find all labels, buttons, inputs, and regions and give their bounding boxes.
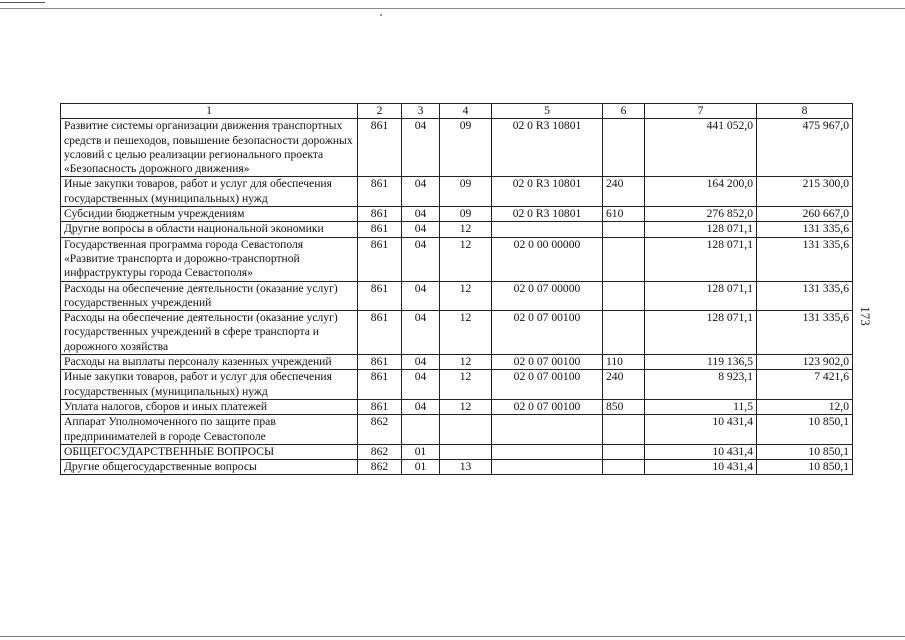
- row-amount-year1-cell: 128 071,1: [645, 311, 757, 355]
- row-subsection-cell: 12: [440, 311, 492, 355]
- row-target-article-cell: [492, 444, 603, 459]
- header-row: [61, 104, 853, 119]
- row-subsection-cell: 09: [440, 119, 492, 177]
- row-amount-year2-cell: 10 850,1: [757, 444, 853, 459]
- row-expense-type-cell: [603, 444, 645, 459]
- table-row: [61, 370, 853, 400]
- row-section-cell: 04: [402, 355, 440, 370]
- row-section-cell: 04: [402, 222, 440, 237]
- row-ministry-code-cell: 861: [358, 119, 402, 177]
- row-ministry-code-cell: 862: [358, 415, 402, 445]
- table-row: [61, 415, 853, 445]
- row-section-cell: 01: [402, 460, 440, 475]
- row-section-cell: 04: [402, 311, 440, 355]
- row-subsection-cell: 12: [440, 399, 492, 414]
- row-amount-year2-cell: 215 300,0: [757, 177, 853, 207]
- row-name-cell: Уплата налогов, сборов и иных платежей: [61, 399, 358, 414]
- row-amount-year1-cell: 276 852,0: [645, 207, 757, 222]
- row-subsection-cell: 12: [440, 355, 492, 370]
- row-ministry-code-cell: 861: [358, 177, 402, 207]
- row-name-cell: Развитие системы организации движения транспортных средств и пешеходов, повышение безопасности дорожных условий с целью реализации регионального проекта «Безопасность дорожного движения»: [61, 119, 358, 177]
- table-row: [61, 399, 853, 414]
- row-name-cell: Субсидии бюджетным учреждениям: [61, 207, 358, 222]
- row-ministry-code-cell: 861: [358, 281, 402, 311]
- row-amount-year2-cell: 12,0: [757, 399, 853, 414]
- row-target-article-cell: 02 0 07 00100: [492, 370, 603, 400]
- page-number: 173: [857, 306, 873, 326]
- scan-edge-bottom: [0, 636, 905, 637]
- row-amount-year2-cell: 475 967,0: [757, 119, 853, 177]
- row-subsection-cell: 12: [440, 237, 492, 281]
- row-target-article-cell: 02 0 07 00000: [492, 281, 603, 311]
- row-amount-year1-cell: 441 052,0: [645, 119, 757, 177]
- row-expense-type-cell: 240: [603, 177, 645, 207]
- table-row: [61, 281, 853, 311]
- row-amount-year1-cell: 128 071,1: [645, 237, 757, 281]
- row-subsection-cell: 12: [440, 222, 492, 237]
- row-section-cell: 04: [402, 370, 440, 400]
- row-expense-type-cell: 610: [603, 207, 645, 222]
- row-subsection-cell: [440, 444, 492, 459]
- row-amount-year2-cell: 131 335,6: [757, 222, 853, 237]
- row-subsection-cell: 09: [440, 207, 492, 222]
- row-amount-year1-cell: 128 071,1: [645, 222, 757, 237]
- row-section-cell: 04: [402, 399, 440, 414]
- row-name-cell: Государственная программа города Севастополя «Развитие транспорта и дорожно-транспортной инфраструктуры города Севастополя»: [61, 237, 358, 281]
- table-row: [61, 222, 853, 237]
- table-row: [61, 444, 853, 459]
- row-amount-year1-cell: 10 431,4: [645, 460, 757, 475]
- row-amount-year1-cell: 164 200,0: [645, 177, 757, 207]
- row-ministry-code-cell: 861: [358, 207, 402, 222]
- row-expense-type-cell: 850: [603, 399, 645, 414]
- row-ministry-code-cell: 861: [358, 222, 402, 237]
- row-ministry-code-cell: 862: [358, 444, 402, 459]
- row-amount-year1-cell: 119 136,5: [645, 355, 757, 370]
- row-subsection-cell: 13: [440, 460, 492, 475]
- row-amount-year1-cell: 10 431,4: [645, 444, 757, 459]
- row-section-cell: 04: [402, 237, 440, 281]
- scan-edge-mark: [0, 2, 45, 3]
- scan-edge-top: [0, 8, 905, 9]
- row-expense-type-cell: [603, 222, 645, 237]
- row-amount-year1-cell: 128 071,1: [645, 281, 757, 311]
- row-name-cell: Иные закупки товаров, работ и услуг для обеспечения государственных (муниципальных) нужд: [61, 370, 358, 400]
- row-name-cell: Расходы на обеспечение деятельности (оказание услуг) государственных учреждений: [61, 281, 358, 311]
- row-ministry-code-cell: 862: [358, 460, 402, 475]
- row-name-cell: Иные закупки товаров, работ и услуг для обеспечения государственных (муниципальных) нужд: [61, 177, 358, 207]
- row-ministry-code-cell: 861: [358, 370, 402, 400]
- row-target-article-cell: 02 0 R3 10801: [492, 207, 603, 222]
- table-row: [61, 311, 853, 355]
- row-section-cell: 04: [402, 119, 440, 177]
- table-row: [61, 119, 853, 177]
- row-target-article-cell: [492, 415, 603, 445]
- row-expense-type-cell: [603, 460, 645, 475]
- row-amount-year2-cell: 131 335,6: [757, 311, 853, 355]
- row-name-cell: Другие вопросы в области национальной экономики: [61, 222, 358, 237]
- row-target-article-cell: 02 0 R3 10801: [492, 177, 603, 207]
- row-expense-type-cell: [603, 415, 645, 445]
- row-name-cell: Аппарат Уполномоченного по защите прав предпринимателей в городе Севастополе: [61, 415, 358, 445]
- row-ministry-code-cell: 861: [358, 311, 402, 355]
- row-amount-year2-cell: 260 667,0: [757, 207, 853, 222]
- row-section-cell: 01: [402, 444, 440, 459]
- row-amount-year2-cell: 10 850,1: [757, 460, 853, 475]
- table-row: [61, 237, 853, 281]
- row-amount-year1-cell: 10 431,4: [645, 415, 757, 445]
- row-name-cell: Расходы на выплаты персоналу казенных учреждений: [61, 355, 358, 370]
- row-amount-year1-cell: 8 923,1: [645, 370, 757, 400]
- row-target-article-cell: 02 0 07 00100: [492, 355, 603, 370]
- row-target-article-cell: [492, 460, 603, 475]
- row-expense-type-cell: [603, 119, 645, 177]
- table-body: [61, 119, 853, 475]
- table-header: [61, 104, 853, 119]
- column-header-2: 2: [358, 104, 402, 119]
- row-section-cell: [402, 415, 440, 445]
- table-row: [61, 355, 853, 370]
- row-section-cell: 04: [402, 177, 440, 207]
- row-target-article-cell: 02 0 R3 10801: [492, 119, 603, 177]
- row-name-cell: Другие общегосударственные вопросы: [61, 460, 358, 475]
- row-name-cell: Расходы на обеспечение деятельности (оказание услуг) государственных учреждений в сфере транспорта и дорожного хозяйства: [61, 311, 358, 355]
- column-header-3: 3: [402, 104, 440, 119]
- row-amount-year1-cell: 11,5: [645, 399, 757, 414]
- table-row: [61, 207, 853, 222]
- row-amount-year2-cell: 131 335,6: [757, 237, 853, 281]
- row-subsection-cell: 12: [440, 281, 492, 311]
- row-expense-type-cell: [603, 281, 645, 311]
- row-name-cell: ОБЩЕГОСУДАРСТВЕННЫЕ ВОПРОСЫ: [61, 444, 358, 459]
- row-expense-type-cell: 110: [603, 355, 645, 370]
- row-expense-type-cell: [603, 237, 645, 281]
- column-header-7: 7: [645, 104, 757, 119]
- row-subsection-cell: [440, 415, 492, 445]
- table-row: [61, 177, 853, 207]
- row-target-article-cell: [492, 222, 603, 237]
- row-amount-year2-cell: 7 421,6: [757, 370, 853, 400]
- column-header-1: 1: [61, 104, 358, 119]
- column-header-5: 5: [492, 104, 603, 119]
- row-ministry-code-cell: 861: [358, 237, 402, 281]
- column-header-4: 4: [440, 104, 492, 119]
- row-section-cell: 04: [402, 281, 440, 311]
- row-subsection-cell: 12: [440, 370, 492, 400]
- row-section-cell: 04: [402, 207, 440, 222]
- column-header-6: 6: [603, 104, 645, 119]
- row-ministry-code-cell: 861: [358, 355, 402, 370]
- row-target-article-cell: 02 0 07 00100: [492, 311, 603, 355]
- table-row: [61, 460, 853, 475]
- row-target-article-cell: 02 0 00 00000: [492, 237, 603, 281]
- row-expense-type-cell: 240: [603, 370, 645, 400]
- row-target-article-cell: 02 0 07 00100: [492, 399, 603, 414]
- row-ministry-code-cell: 861: [358, 399, 402, 414]
- row-amount-year2-cell: 10 850,1: [757, 415, 853, 445]
- row-expense-type-cell: [603, 311, 645, 355]
- scan-speck: [380, 14, 382, 16]
- budget-table: [60, 103, 853, 475]
- row-subsection-cell: 09: [440, 177, 492, 207]
- row-amount-year2-cell: 123 902,0: [757, 355, 853, 370]
- row-amount-year2-cell: 131 335,6: [757, 281, 853, 311]
- column-header-8: 8: [757, 104, 853, 119]
